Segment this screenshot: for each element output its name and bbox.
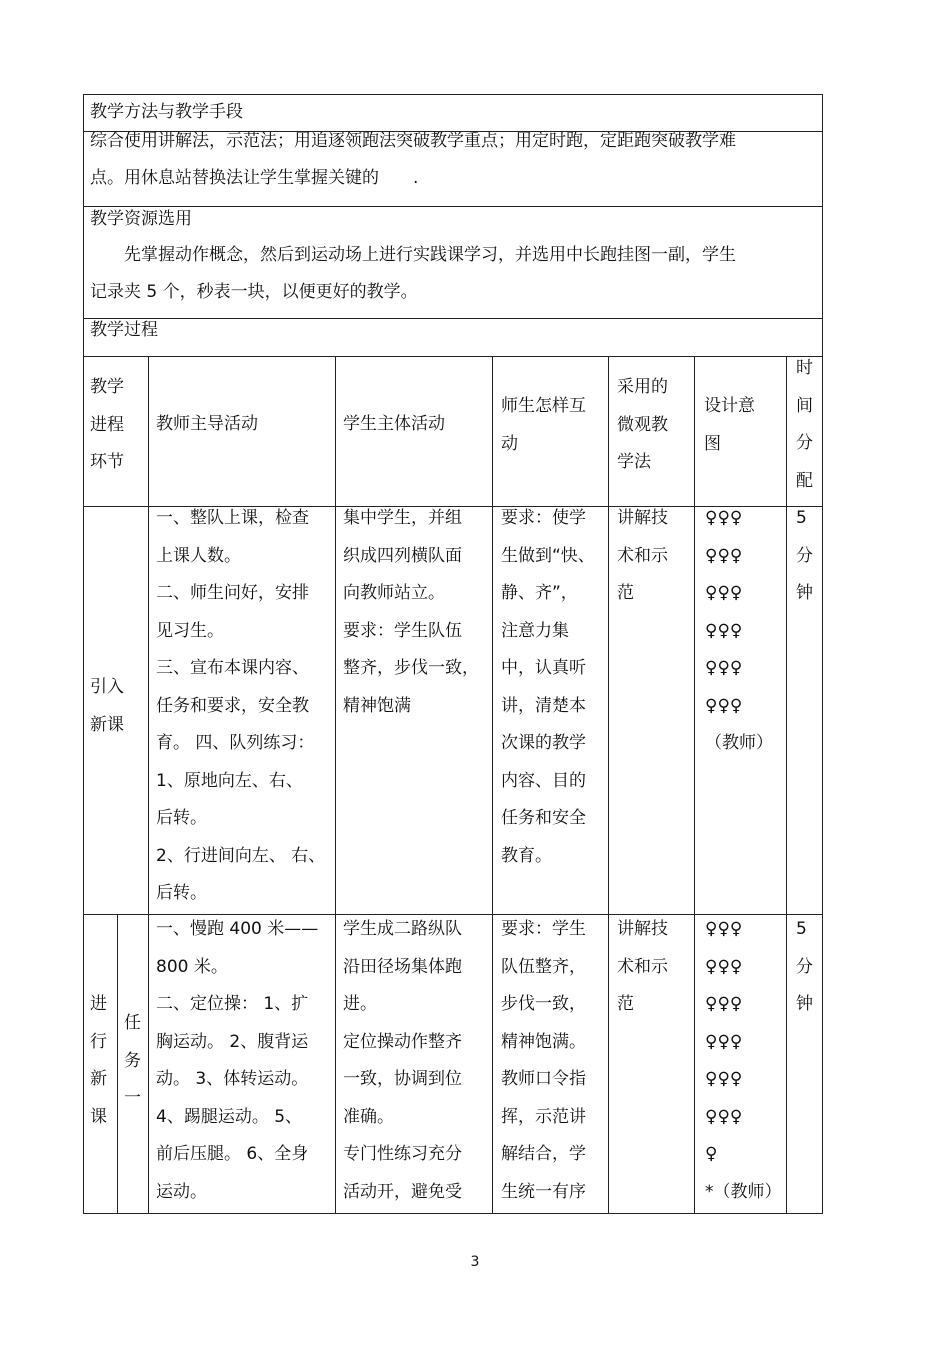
row2-student: 学生成二路纵队 沿田径场集体跑 进。 定位操动作整齐 一致，协调到位 准确。 专门性练习充分 活动开，避免受 [343,919,462,1202]
section-title-methods: 教学方法与教学手段 [90,102,243,122]
header-stage: 教学 进程 环节 [90,377,124,472]
task-subcolumn-divider [117,914,118,1214]
page-number: 3 [470,1254,480,1270]
header-design: 设计意 图 [704,396,755,454]
methods-paragraph: 综合使用讲解法，示范法；用追逐领跑法突破教学重点；用定时跑，定距跑突破教学难 点。用休息站替换法让学生掌握关键的 . [90,131,736,188]
header-time: 时 间 分 配 [796,358,813,491]
row2-time: 5 分 钟 [796,919,813,1014]
row2-task: 任 务 一 [124,1013,141,1108]
column-divider [608,356,609,1214]
row1-stage: 引入 新课 [90,677,124,735]
section-title-process: 教学过程 [90,320,158,340]
header-interaction: 师生怎样互 动 [501,396,586,454]
header-method: 采用的 微观教 学法 [617,377,668,472]
section-title-resources: 教学资源选用 [90,209,192,229]
row2-stage: 进 行 新 课 [90,994,107,1127]
column-divider [694,356,695,1214]
row1-design-formation: ♀♀♀ ♀♀♀ ♀♀♀ ♀♀♀ ♀♀♀ ♀♀♀ （教师） [705,508,773,753]
row1-time: 5 分 钟 [796,508,813,603]
table-border-left [83,94,84,1214]
row2-interaction: 要求：学生 队伍整齐， 步伐一致， 精神饱满。 教师口令指 挥，示范讲 解结合，学 生统一有序 [501,919,586,1202]
row1-student: 集中学生，并组 织成四列横队面 向教师站立。 要求：学生队伍 整齐，步伐一致， 精神饱满 [343,508,479,716]
table-rule [83,318,823,319]
column-divider [786,356,787,1214]
row1-interaction: 要求：使学 生做到“快、 静、齐”， 注意力集 中，认真听 讲，清楚本 次课的教学 内容、目的 任务和安全 教育。 [501,508,595,866]
row2-design-formation: ♀♀♀ ♀♀♀ ♀♀♀ ♀♀♀ ♀♀♀ ♀♀♀ ♀ *（教师） [705,919,782,1202]
table-border-right [822,94,823,1214]
row1-method: 讲解技 术和示 范 [617,508,668,603]
row2-method: 讲解技 术和示 范 [617,919,668,1014]
table-rule [83,206,823,207]
header-student: 学生主体活动 [343,414,445,434]
table-rule [83,356,823,357]
column-divider [492,356,493,1214]
column-divider [148,356,149,1214]
row2-teacher: 一、慢跑 400 米—— 800 米。 二、定位操： 1、扩 胸运动。 2、腹背运 动。 3、体转运动。 4、踢腿运动。 5、 前后压腿。 6、全身 运动。 [156,919,319,1202]
table-border-bottom [83,1213,823,1214]
resources-paragraph: 先掌握动作概念，然后到运动场上进行实践课学习，并选用中长跑挂图一副，学生 记录夹 5 个，秒表一块，以便更好的教学。 [90,245,736,302]
row1-teacher: 一、整队上课，检查 上课人数。 二、师生问好，安排 见习生。 三、宣布本课内容、 任务和要求，安全教 育。 四、队列练习： 1、原地向左、右、 后转。 2、行进间向左、 右、 后转。 [156,508,326,903]
header-teacher: 教师主导活动 [156,414,258,434]
column-divider [335,356,336,1214]
